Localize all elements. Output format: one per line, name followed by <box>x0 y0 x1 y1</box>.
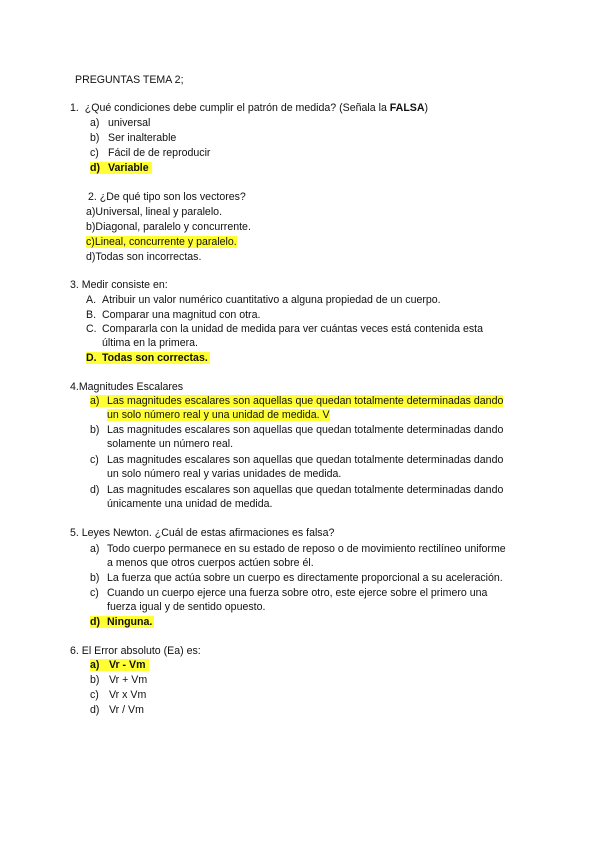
q6-option-d: d) Vr / Vm <box>90 704 144 716</box>
question-4: 4.Magnitudes Escalares <box>70 381 184 393</box>
question-1-text: ¿Qué condiciones debe cumplir el patrón de medida? (Señala la <box>84 102 390 114</box>
q2-option-b: b)Diagonal, paralelo y concurrente. <box>86 221 251 233</box>
q1-option-d-answer: d) Variable <box>90 161 152 175</box>
q5-option-a-cont: a menos que otros cuerpos actúen sobre él. <box>107 557 314 569</box>
q3-option-a: A. Atribuir un valor numérico cuantitativo a alguna propiedad de un cuerpo. <box>86 294 441 306</box>
q1-option-b: b) Ser inalterable <box>90 132 177 144</box>
question-2: 2. ¿De qué tipo son los vectores? <box>88 191 246 203</box>
q2-option-a: a)Universal, lineal y paralelo. <box>86 206 223 218</box>
question-1-emphasis: FALSA <box>389 102 425 114</box>
q6-option-b: b) Vr + Vm <box>90 674 148 686</box>
question-1 <box>70 101 428 115</box>
q1-option-a: a) universal <box>90 117 151 129</box>
q5-option-d-answer: d) Ninguna. <box>90 616 153 628</box>
q1-option-c: c) Fácil de de reproducir <box>90 147 211 159</box>
page-title: PREGUNTAS TEMA 2; <box>75 74 184 86</box>
q4-option-a-cont: un solo número real y una unidad de medida. V <box>107 409 330 421</box>
q4-option-c-cont: un solo número real y varias unidades de medida. <box>107 468 342 480</box>
q5-option-a: a) Todo cuerpo permanece en su estado de reposo o de movimiento rectilíneo uniforme <box>90 543 506 555</box>
q6-option-c: c) Vr x Vm <box>90 689 147 701</box>
q3-option-b: B. Comparar una magnitud con otra. <box>86 309 261 321</box>
question-5: 5. Leyes Newton. ¿Cuál de estas afirmaciones es falsa? <box>70 527 335 539</box>
q6-option-a-answer: a) Vr - Vm <box>90 658 149 672</box>
q5-option-c: c) Cuando un cuerpo ejerce una fuerza sobre otro, este ejerce sobre el primero una <box>90 587 488 599</box>
q4-option-c: c) Las magnitudes escalares son aquellas que quedan totalmente determinadas dando <box>90 454 504 466</box>
question-1-number: 1. <box>70 102 79 114</box>
q3-option-c-cont: última en la primera. <box>102 337 198 349</box>
q2-option-d: d)Todas son incorrectas. <box>86 251 202 263</box>
question-3: 3. Medir consiste en: <box>70 279 168 291</box>
question-1-text-end: ) <box>424 102 429 114</box>
q4-option-b: b) Las magnitudes escalares son aquellas que quedan totalmente determinadas dando <box>90 424 504 436</box>
q2-option-c-answer: c)Lineal, concurrente y paralelo. <box>86 236 237 248</box>
q4-option-d: d) Las magnitudes escalares son aquellas que quedan totalmente determinadas dando <box>90 484 504 496</box>
q4-option-a-answer: a) Las magnitudes escalares son aquellas que quedan totalmente determinadas dando <box>90 395 504 407</box>
q4-option-b-cont: solamente un número real. <box>107 438 234 450</box>
q3-option-c: C. Compararla con la unidad de medida para ver cuántas veces está contenida esta <box>86 323 484 335</box>
q3-option-d-answer: D. Todas son correctas. <box>86 352 208 364</box>
q5-option-b: b) La fuerza que actúa sobre un cuerpo es directamente proporcional a su aceleración. <box>90 572 503 584</box>
q5-option-c-cont: fuerza igual y de sentido opuesto. <box>107 601 266 613</box>
question-6: 6. El Error absoluto (Ea) es: <box>70 645 201 657</box>
q4-option-d-cont: únicamente una unidad de medida. <box>107 498 273 510</box>
